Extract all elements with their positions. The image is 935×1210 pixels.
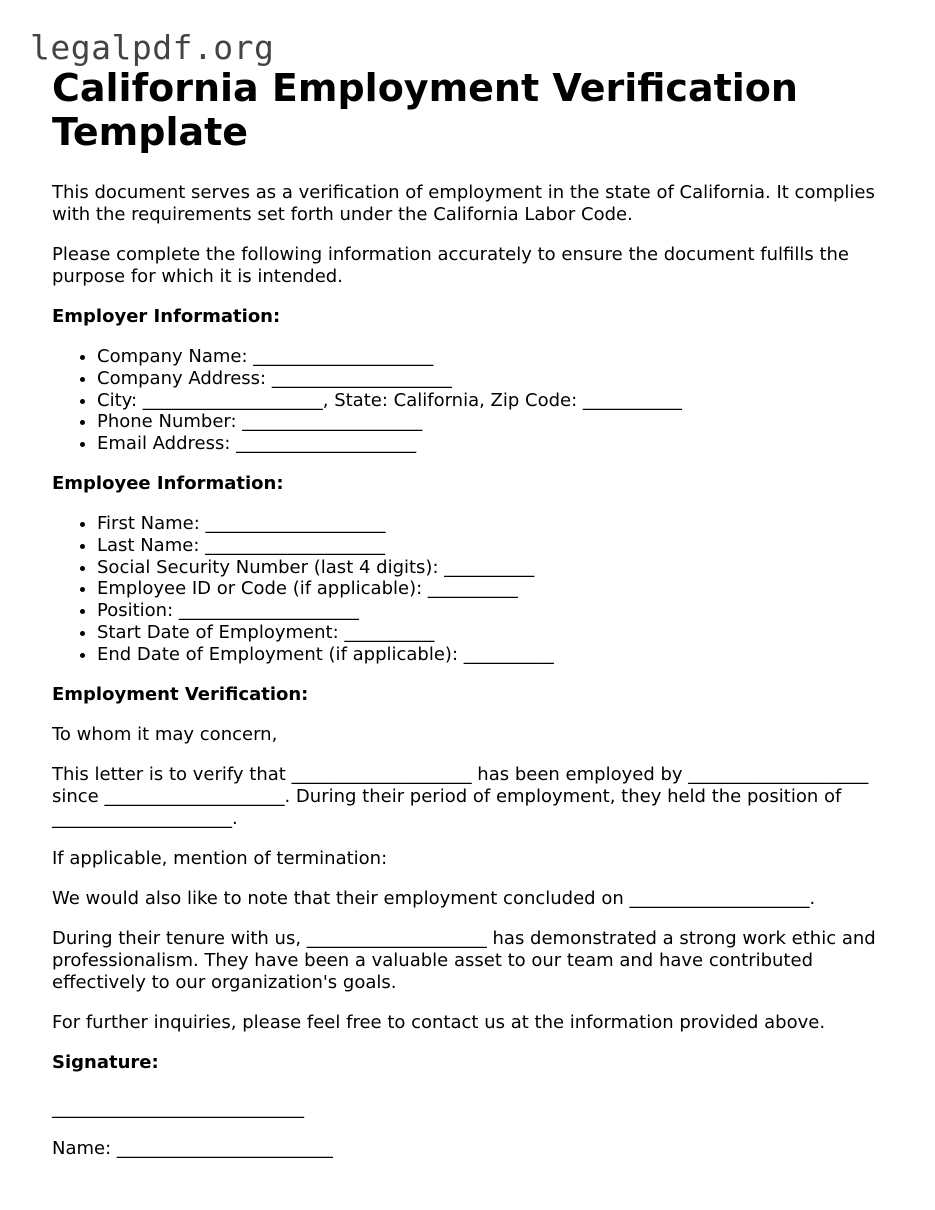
list-item: • Social Security Number (last 4 digits): __________	[97, 557, 892, 579]
verification-heading: Employment Verification:	[52, 683, 309, 705]
watermark-logo: legalpdf.org	[30, 28, 275, 67]
list-item: • Last Name: ____________________	[97, 535, 892, 557]
list-item: • Start Date of Employment: __________	[97, 622, 892, 644]
list-item: • City: ____________________, State: California, Zip Code: ___________	[97, 390, 892, 412]
termination-note: If applicable, mention of termination:	[52, 847, 388, 869]
list-item: • Email Address: ____________________	[97, 433, 892, 455]
tenure-paragraph: During their tenure with us, ____________________ has demonstrated a strong work ethic and professionalism. They have been a valuable asset to our team and have contributed effectively to our organization's goals.	[52, 927, 876, 993]
document-page	[52, 66, 892, 1160]
list-item: • First Name: ____________________	[97, 513, 892, 535]
verification-letter: This letter is to verify that ____________________ has been employed by ____________________ since ____________________. During their period of employment, they held the position of ____________________.	[52, 763, 869, 829]
signature-heading: Signature:	[52, 1051, 159, 1073]
list-item: • Employee ID or Code (if applicable): __________	[97, 578, 892, 600]
list-item: • Position: ____________________	[97, 600, 892, 622]
signature-line: ____________________________	[52, 1097, 304, 1119]
concluded-paragraph: We would also like to note that their employment concluded on ____________________.	[52, 887, 816, 909]
document-title: California Employment Verification Template	[52, 66, 798, 154]
employer-heading: Employer Information:	[52, 306, 281, 327]
employer-list	[52, 346, 892, 455]
intro-paragraph-2: Please complete the following information accurately to ensure the document fulfills the purpose for which it is intended.	[52, 244, 850, 287]
salutation: To whom it may concern,	[52, 723, 278, 745]
list-item: • Phone Number: ____________________	[97, 411, 892, 433]
signature-name-field: Name: ________________________	[52, 1137, 333, 1159]
list-item: • End Date of Employment (if applicable): __________	[97, 644, 892, 666]
employee-list	[52, 513, 892, 666]
list-item: • Company Name: ____________________	[97, 346, 892, 368]
inquiries-paragraph: For further inquiries, please feel free to contact us at the information provided above.	[52, 1011, 826, 1033]
list-item: • Company Address: ____________________	[97, 368, 892, 390]
employee-heading: Employee Information:	[52, 472, 284, 494]
intro-paragraph-1: This document serves as a verification of employment in the state of California. It complies with the requirements set forth under the California Labor Code.	[52, 182, 875, 225]
